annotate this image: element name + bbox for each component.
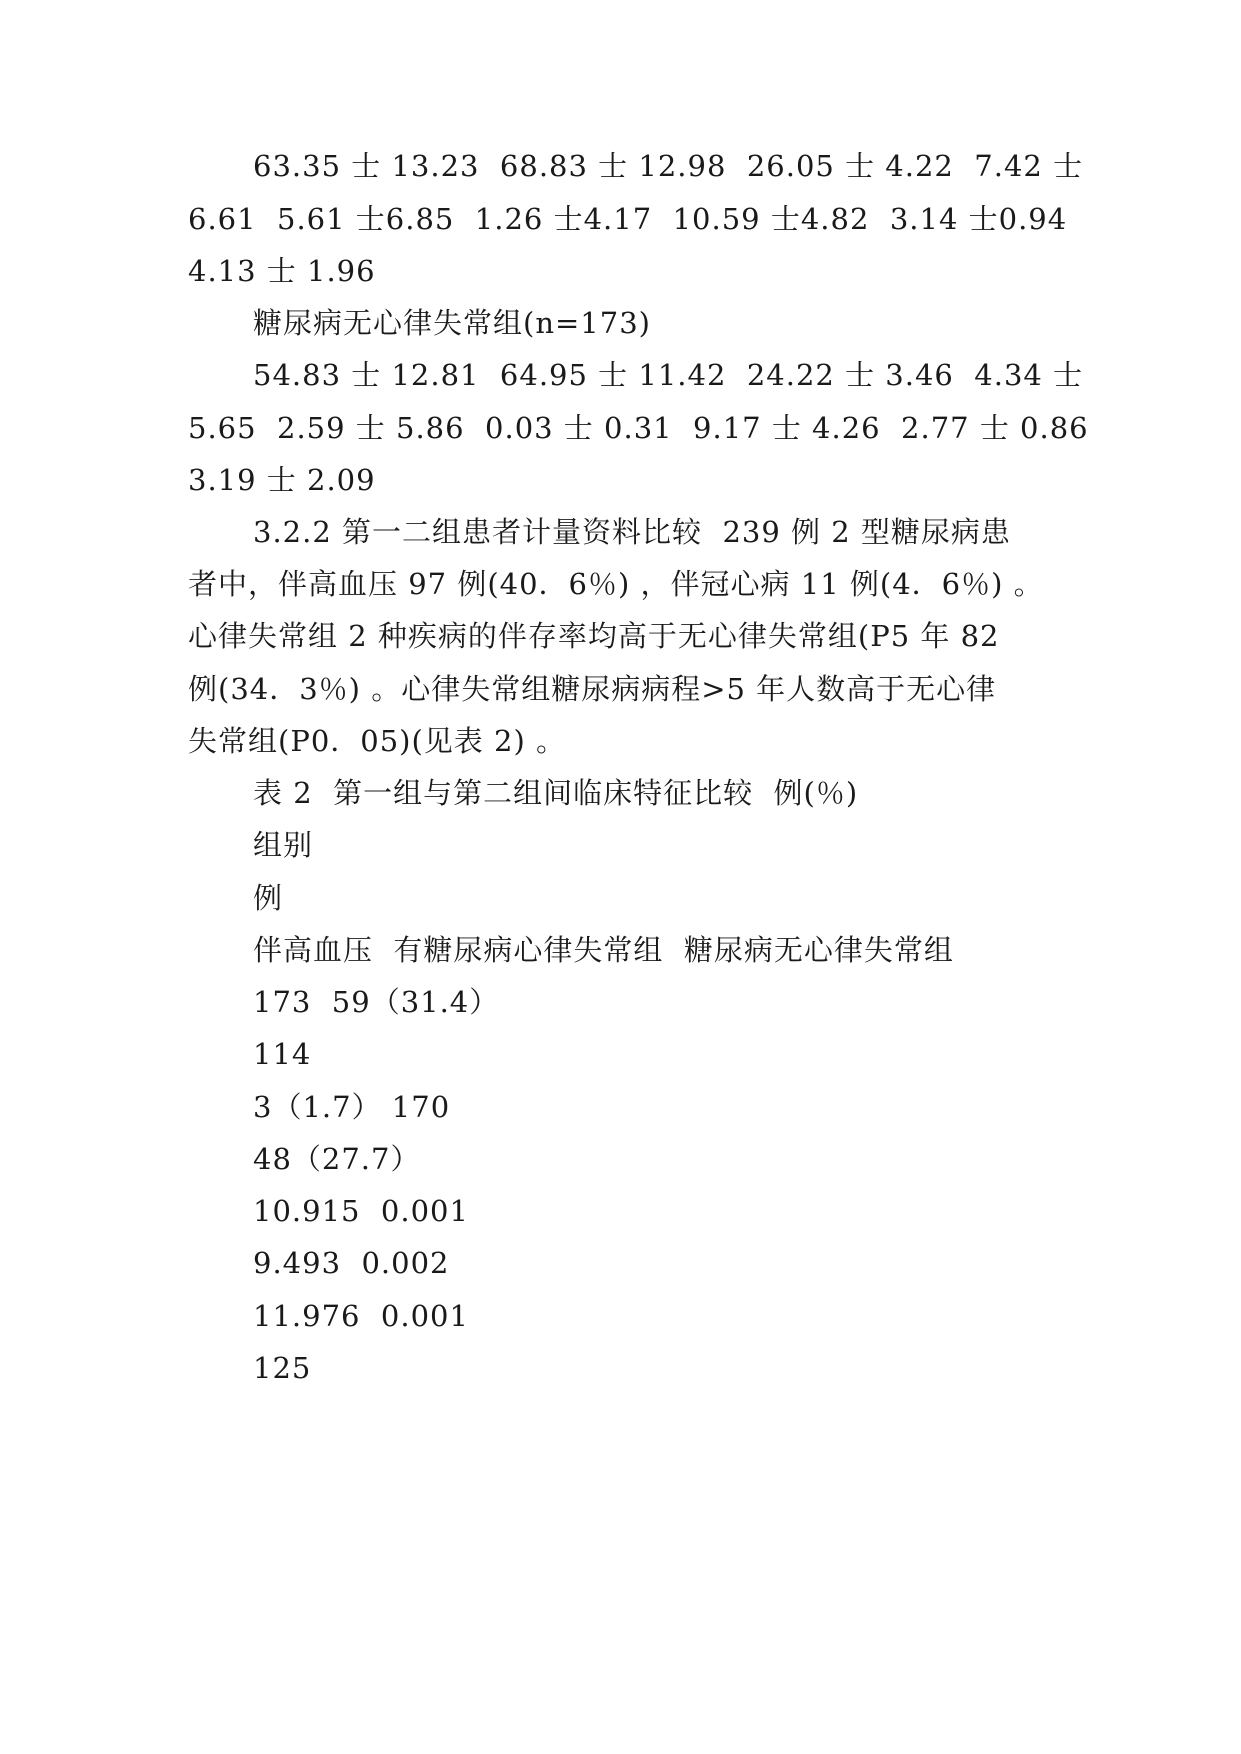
text-line: 54.83 士 12.81 64.95 士 11.42 24.22 士 3.46 4.34 士 <box>253 358 1084 392</box>
text-line: 6.61 5.61 士6.85 1.26 士4.17 10.59 士4.82 3.14 士0.94 <box>188 202 1068 236</box>
text-line: 5.65 2.59 士 5.86 0.03 士 0.31 9.17 士 4.26 2.77 士 0.86 <box>188 411 1089 445</box>
paragraph-line: 心律失常组 2 种疾病的伴存率均高于无心律失常组(P5 年 82 <box>188 619 1000 653</box>
text-line: 3.19 士 2.09 <box>188 463 376 497</box>
table-header-cell: 伴高血压 有糖尿病心律失常组 糖尿病无心律失常组 <box>253 933 954 967</box>
paragraph-line: 3.2.2 第一二组患者计量资料比较 239 例 2 型糖尿病患 <box>253 515 1011 549</box>
table-cell: 114 <box>253 1037 312 1071</box>
table-cell: 10.915 0.001 <box>253 1194 469 1228</box>
paragraph-line: 失常组(P0．05)(见表 2) 。 <box>188 724 567 758</box>
table-cell: 9.493 0.002 <box>253 1246 450 1280</box>
table-caption: 表 2 第一组与第二组间临床特征比较 例(％) <box>253 776 859 810</box>
table-cell: 48（27.7） <box>253 1142 421 1176</box>
table-cell: 173 59（31.4） <box>253 985 500 1019</box>
table-cell: 11.976 0.001 <box>253 1299 469 1333</box>
group-heading: 糖尿病无心律失常组(n=173) <box>253 306 651 340</box>
table-header-cell: 例 <box>253 881 284 915</box>
paragraph-line: 例(34．3％) 。心律失常组糖尿病病程>5 年人数高于无心律 <box>188 672 997 706</box>
text-line: 4.13 士 1.96 <box>188 254 376 288</box>
table-header-cell: 组别 <box>253 828 314 862</box>
text-line: 63.35 士 13.23 68.83 士 12.98 26.05 士 4.22 7.42 士 <box>253 149 1084 183</box>
table-cell: 3（1.7） 170 <box>253 1090 451 1124</box>
paragraph-line: 者中，伴高血压 97 例(40．6％) ，伴冠心病 11 例(4．6％) 。 <box>188 567 1044 601</box>
table-cell: 125 <box>253 1351 312 1385</box>
